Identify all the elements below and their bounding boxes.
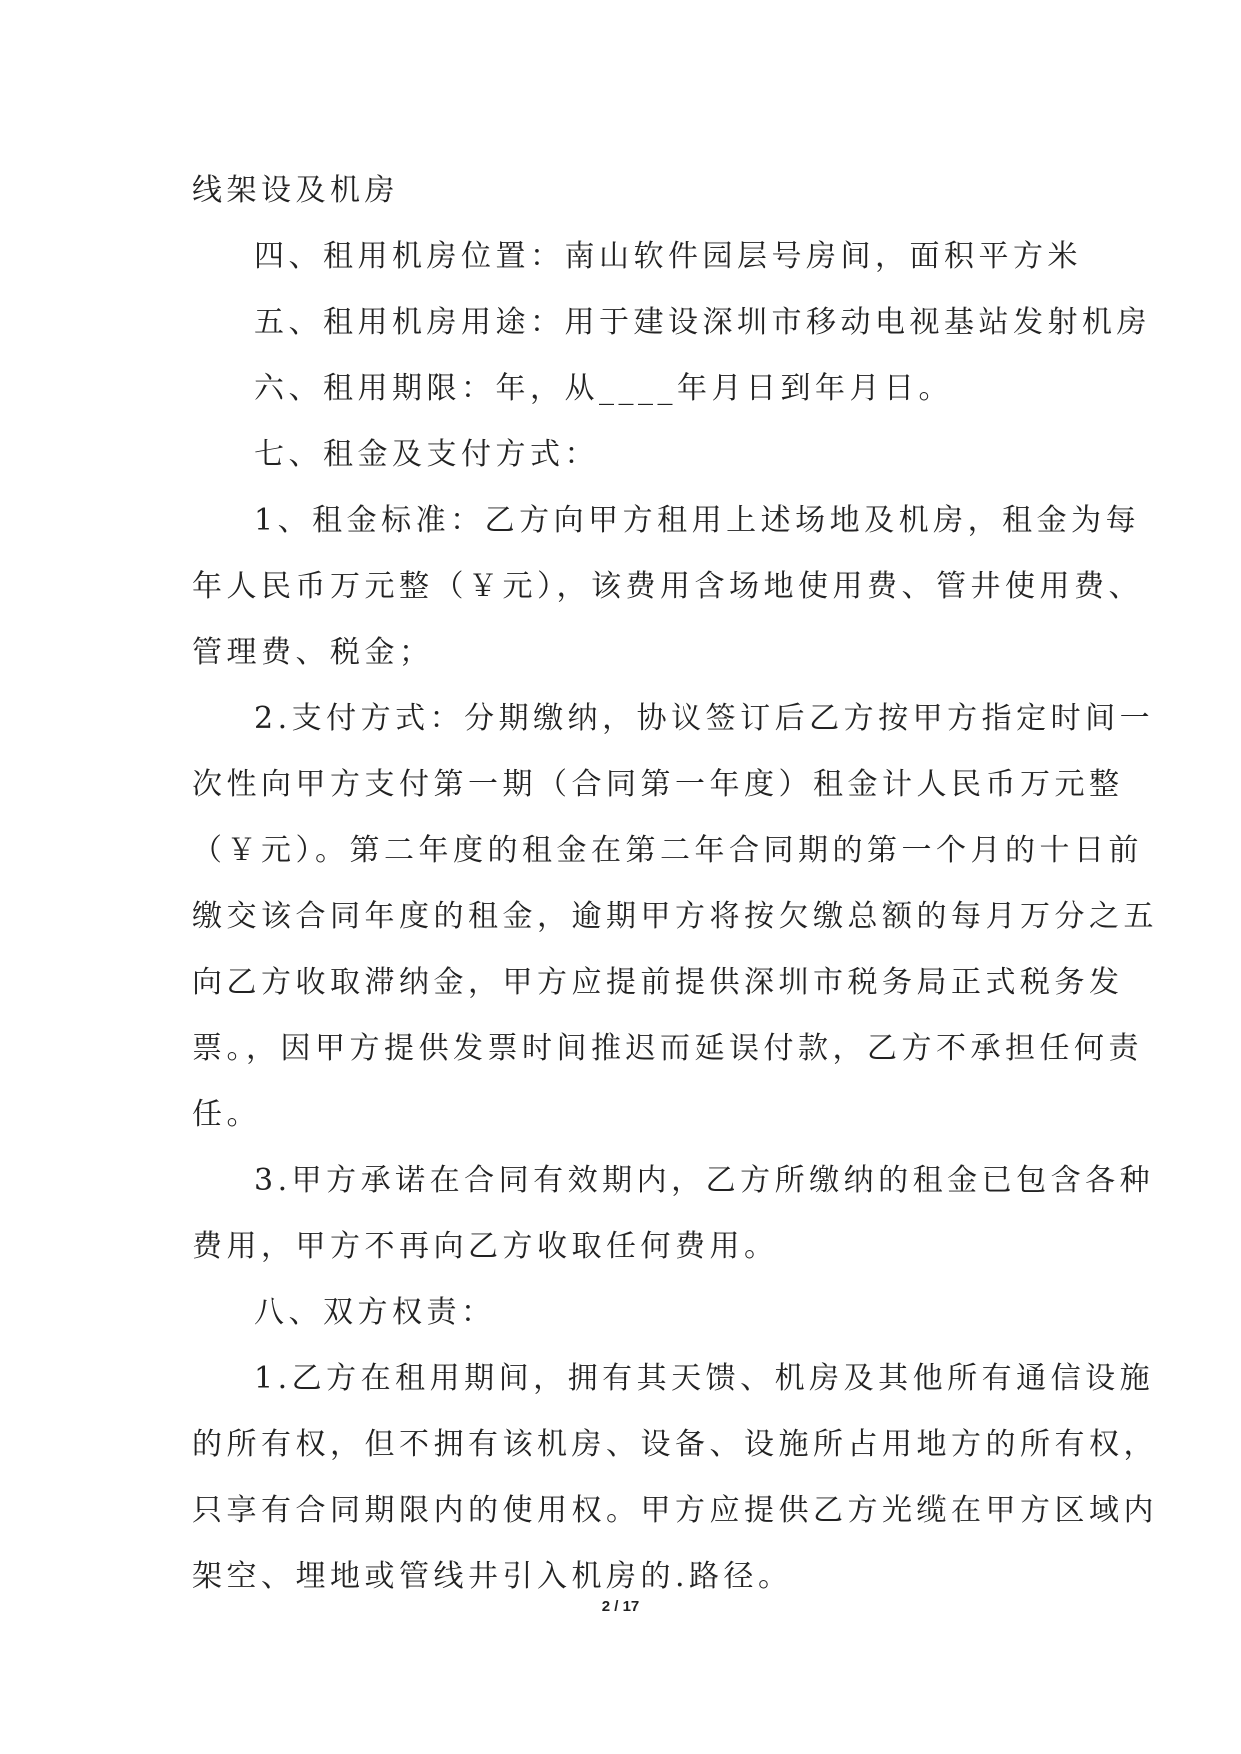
- text-line: 3.甲方承诺在合同有效期内，乙方所缴纳的租金已包含各种: [254, 1163, 1155, 1198]
- text-line: 2.支付方式：分期缴纳，协议签订后乙方按甲方指定时间一: [254, 701, 1155, 736]
- text-line: （￥元）。第二年度的租金在第二年合同期的第一个月的十日前: [192, 833, 1143, 868]
- text-line: 任。: [192, 1097, 261, 1132]
- text-line: 次性向甲方支付第一期（合同第一年度）租金计人民币万元整: [192, 767, 1124, 802]
- text-line: 1、租金标准：乙方向甲方租用上述场地及机房，租金为每: [254, 503, 1141, 538]
- page-number: 2 / 17: [601, 1598, 640, 1615]
- text-line: 管理费、税金；: [192, 635, 434, 670]
- text-line: 票。，因甲方提供发票时间推迟而延误付款，乙方不承担任何责: [192, 1031, 1143, 1066]
- text-line: 费用，甲方不再向乙方收取任何费用。: [192, 1229, 779, 1264]
- text-line: 缴交该合同年度的租金，逾期甲方将按欠缴总额的每月万分之五: [192, 899, 1158, 934]
- text-line: 七、租金及支付方式：: [254, 437, 599, 472]
- text-line: 线架设及机房: [192, 173, 399, 208]
- text-line: 年人民币万元整（￥元），该费用含场地使用费、管井使用费、: [192, 569, 1143, 604]
- text-line: 只享有合同期限内的使用权。甲方应提供乙方光缆在甲方区域内: [192, 1493, 1158, 1528]
- text-line: 向乙方收取滞纳金，甲方应提前提供深圳市税务局正式税务发: [192, 965, 1124, 1000]
- text-line: 1.乙方在租用期间，拥有其天馈、机房及其他所有通信设施: [254, 1361, 1155, 1396]
- document-body: [192, 158, 1158, 1610]
- text-line: 八、双方权责：: [254, 1295, 496, 1330]
- text-line: 架空、埋地或管线井引入机房的.路径。: [192, 1559, 793, 1594]
- text-line: 四、租用机房位置：南山软件园层号房间，面积平方米: [254, 239, 1082, 274]
- text-line: 的所有权，但不拥有该机房、设备、设施所占用地方的所有权，: [192, 1427, 1158, 1462]
- text-line: 五、租用机房用途：用于建设深圳市移动电视基站发射机房: [254, 305, 1151, 340]
- text-line: 六、租用期限：年，从____年月日到年月日。: [254, 371, 953, 406]
